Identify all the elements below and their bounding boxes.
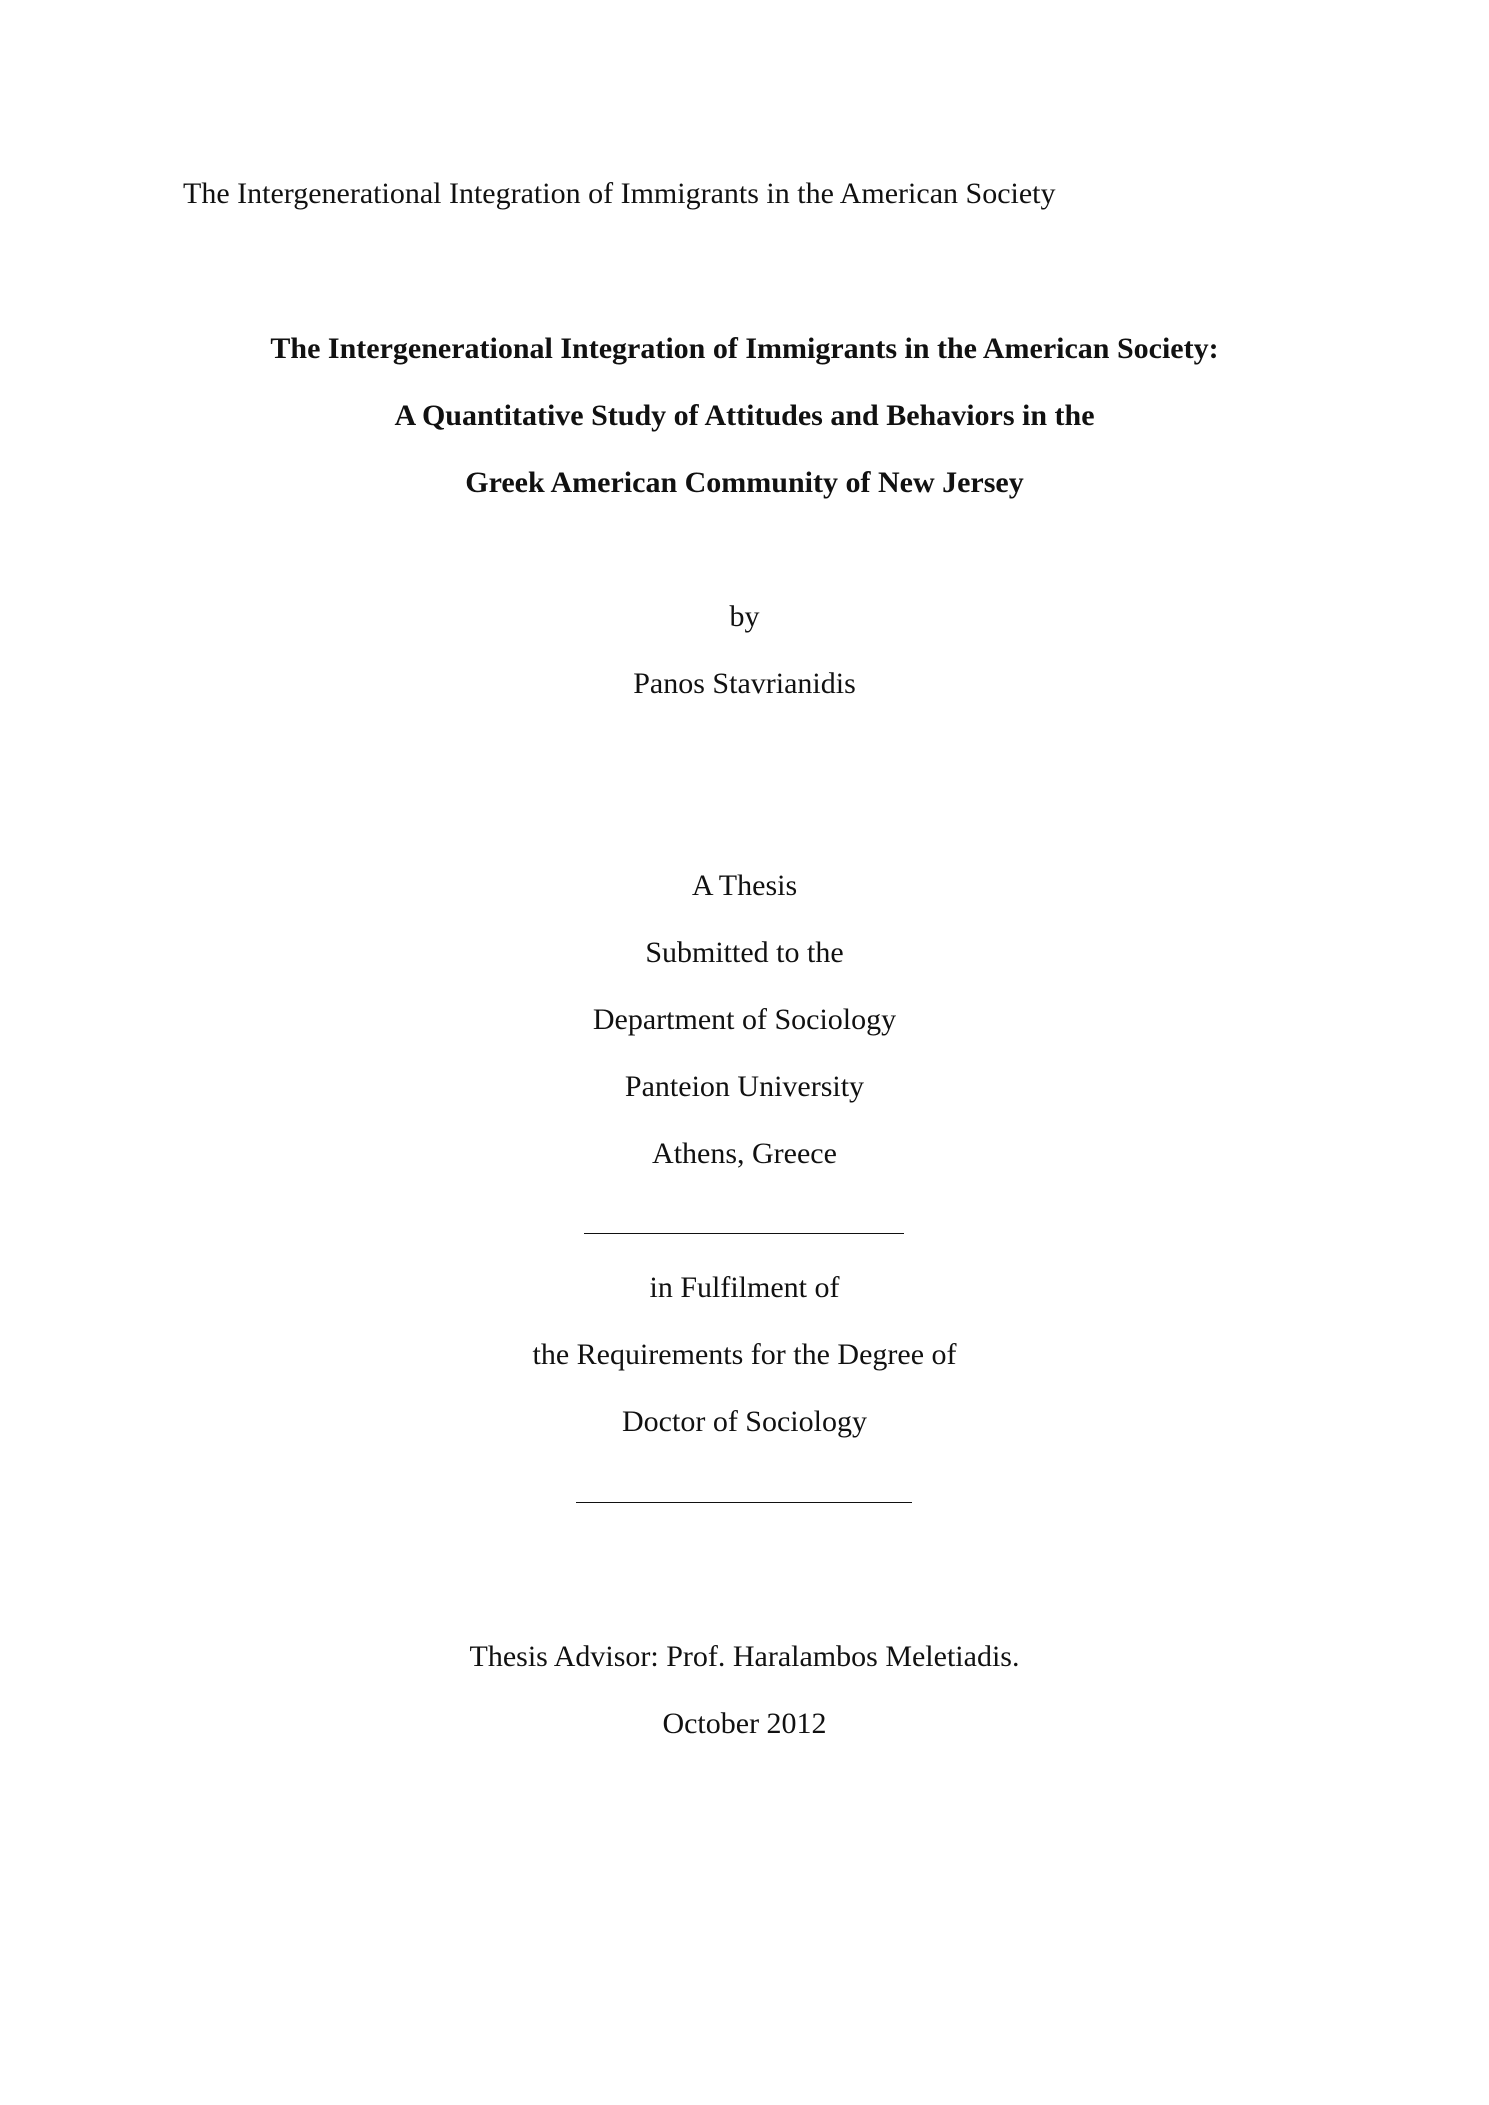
submission-line-1: A Thesis: [691, 869, 798, 902]
author-name: Panos Stavrianidis: [633, 667, 856, 700]
university-location: Athens, Greece: [652, 1137, 837, 1170]
fulfilment-line-1: in Fulfilment of: [649, 1271, 840, 1304]
department-name: Department of Sociology: [592, 1003, 897, 1036]
divider-rule-2: [576, 1502, 912, 1503]
submission-date: October 2012: [662, 1707, 827, 1740]
thesis-advisor: Thesis Advisor: Prof. Haralambos Meletiadis.: [469, 1640, 1020, 1673]
title-line-3: Greek American Community of New Jersey: [465, 466, 1024, 499]
submission-line-2: Submitted to the: [645, 936, 844, 969]
title-line-1: The Intergenerational Integration of Immigrants in the American Society:: [270, 332, 1219, 365]
fulfilment-line-2: the Requirements for the Degree of: [532, 1338, 957, 1371]
title-line-2: A Quantitative Study of Attitudes and Behaviors in the: [394, 399, 1095, 432]
running-head: The Intergenerational Integration of Immigrants in the American Society: [183, 177, 1056, 210]
degree-name: Doctor of Sociology: [622, 1405, 867, 1438]
divider-rule-1: [584, 1233, 904, 1234]
byline-by: by: [729, 600, 760, 633]
university-name: Panteion University: [624, 1070, 865, 1103]
